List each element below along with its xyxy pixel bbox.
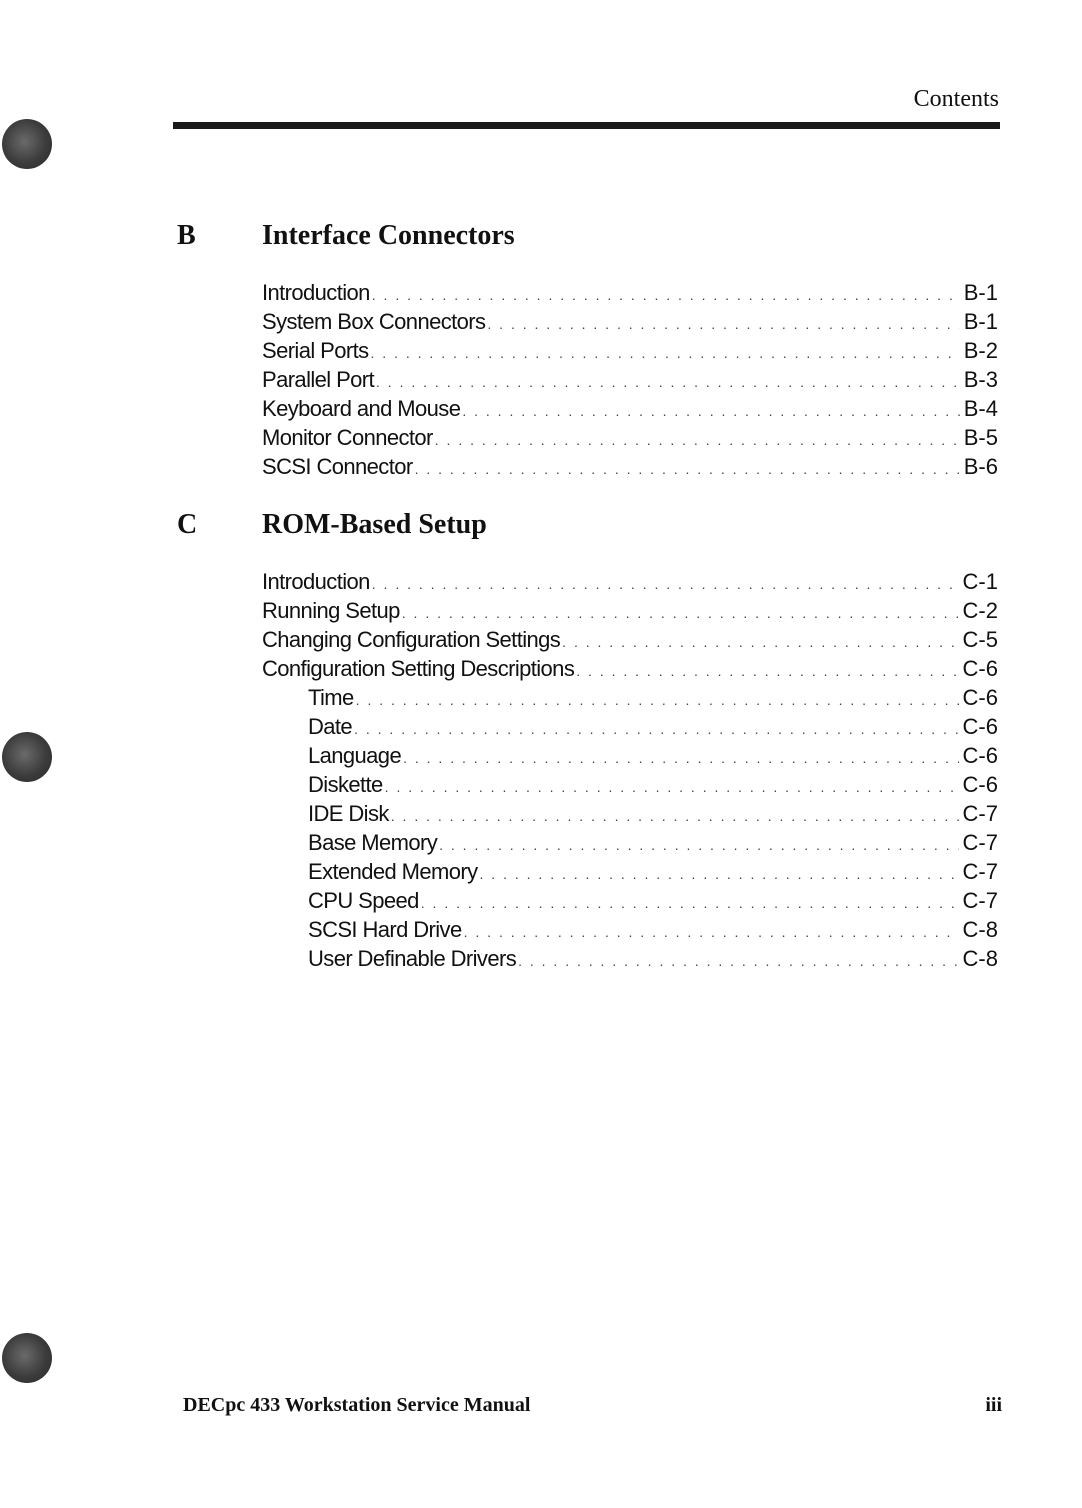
toc-entry-page: C-7 <box>962 830 998 855</box>
punch-hole-bottom <box>2 1333 52 1383</box>
toc-entry[interactable] <box>262 280 998 309</box>
dot-leader <box>371 345 960 361</box>
toc-entry-label: Introduction <box>262 280 370 305</box>
toc-entry-page: C-8 <box>962 917 998 942</box>
toc-entry-label: Language <box>308 743 402 768</box>
toc-entry[interactable] <box>262 338 998 367</box>
toc-subentry[interactable] <box>262 830 998 859</box>
toc-entry[interactable] <box>262 656 998 685</box>
toc-entry-label: Extended Memory <box>308 859 478 884</box>
toc-subentry[interactable] <box>262 772 998 801</box>
toc-entry[interactable] <box>262 627 998 656</box>
toc-entry[interactable] <box>262 396 998 425</box>
toc-subentry[interactable] <box>262 743 998 772</box>
toc-subentry[interactable] <box>262 801 998 830</box>
dot-leader <box>435 432 960 448</box>
toc-entry[interactable] <box>262 367 998 396</box>
toc-subentry[interactable] <box>262 685 998 714</box>
toc-entry-page: B-1 <box>963 280 998 305</box>
dot-leader <box>403 750 958 766</box>
toc-subentry[interactable] <box>262 888 998 917</box>
dot-leader <box>372 287 960 303</box>
toc-entry-page: C-6 <box>962 656 998 681</box>
toc-entry-label: User Definable Drivers <box>308 946 517 971</box>
header-rule <box>173 122 1000 129</box>
toc-entry[interactable] <box>262 598 998 627</box>
toc-entry[interactable] <box>262 309 998 338</box>
section-letter: B <box>177 220 196 251</box>
toc-entry-label: Date <box>308 714 353 739</box>
footer-page-number: iii <box>985 1394 1002 1416</box>
toc-subentry[interactable] <box>262 917 998 946</box>
dot-leader <box>421 895 959 911</box>
toc-entry-page: B-3 <box>963 367 998 392</box>
dot-leader <box>372 576 959 592</box>
toc-entry[interactable] <box>262 425 998 454</box>
toc-list <box>262 280 998 483</box>
dot-leader <box>464 924 959 940</box>
toc-entry-page: C-8 <box>962 946 998 971</box>
toc-entry-label: Parallel Port <box>262 367 375 392</box>
toc-entry-page: C-6 <box>962 714 998 739</box>
toc-subentry[interactable] <box>262 714 998 743</box>
toc-entry-label: Diskette <box>308 772 383 797</box>
toc-entry-label: Introduction <box>262 569 370 594</box>
toc-entry-page: C-6 <box>962 685 998 710</box>
dot-leader <box>356 692 959 708</box>
toc-entry-label: Base Memory <box>308 830 438 855</box>
toc-entry-label: Serial Ports <box>262 338 369 363</box>
toc-entry-label: Changing Configuration Settings <box>262 627 561 652</box>
dot-leader <box>518 953 958 969</box>
dot-leader <box>487 316 959 332</box>
toc-entry-page: C-5 <box>962 627 998 652</box>
toc-entry-label: System Box Connectors <box>262 309 486 334</box>
dot-leader <box>391 808 959 824</box>
toc-entry-page: C-6 <box>962 743 998 768</box>
toc-entry-page: B-1 <box>963 309 998 334</box>
toc-entry-page: C-1 <box>962 569 998 594</box>
toc-entry-page: C-7 <box>962 801 998 826</box>
toc-subentry[interactable] <box>262 946 998 975</box>
toc-entry-page: C-7 <box>962 888 998 913</box>
dot-leader <box>480 866 959 882</box>
toc-entry-label: Configuration Setting Descriptions <box>262 656 575 681</box>
toc-entry-page: B-6 <box>963 454 998 479</box>
toc-entry-page: C-2 <box>962 598 998 623</box>
dot-leader <box>462 403 959 419</box>
toc-entry-page: B-5 <box>963 425 998 450</box>
toc-entry-page: B-2 <box>963 338 998 363</box>
section-title: ROM-Based Setup <box>262 509 487 540</box>
dot-leader <box>576 663 958 679</box>
section-letter: C <box>177 509 198 540</box>
dot-leader <box>376 374 960 390</box>
toc-entry-page: C-6 <box>962 772 998 797</box>
toc-entry-label: Keyboard and Mouse <box>262 396 461 421</box>
toc-entry-label: Monitor Connector <box>262 425 433 450</box>
dot-leader <box>402 605 959 621</box>
toc-entry-label: Running Setup <box>262 598 400 623</box>
dot-leader <box>439 837 958 853</box>
toc-entry-label: CPU Speed <box>308 888 419 913</box>
dot-leader <box>385 779 959 795</box>
toc-subentry[interactable] <box>262 859 998 888</box>
toc-entry[interactable] <box>262 569 998 598</box>
toc-entry-label: SCSI Hard Drive <box>308 917 462 942</box>
dot-leader <box>354 721 958 737</box>
footer-manual-title: DECpc 433 Workstation Service Manual <box>183 1394 531 1416</box>
toc-list <box>262 569 998 975</box>
toc-entry-label: SCSI Connector <box>262 454 413 479</box>
punch-hole-top <box>2 119 52 169</box>
toc-entry[interactable] <box>262 454 998 483</box>
toc-entry-page: B-4 <box>963 396 998 421</box>
dot-leader <box>562 634 958 650</box>
dot-leader <box>415 461 960 477</box>
running-header: Contents <box>913 86 999 112</box>
toc-entry-page: C-7 <box>962 859 998 884</box>
toc-entry-label: IDE Disk <box>308 801 389 826</box>
toc-entry-label: Time <box>308 685 354 710</box>
punch-hole-middle <box>2 732 52 782</box>
section-title: Interface Connectors <box>262 220 515 251</box>
